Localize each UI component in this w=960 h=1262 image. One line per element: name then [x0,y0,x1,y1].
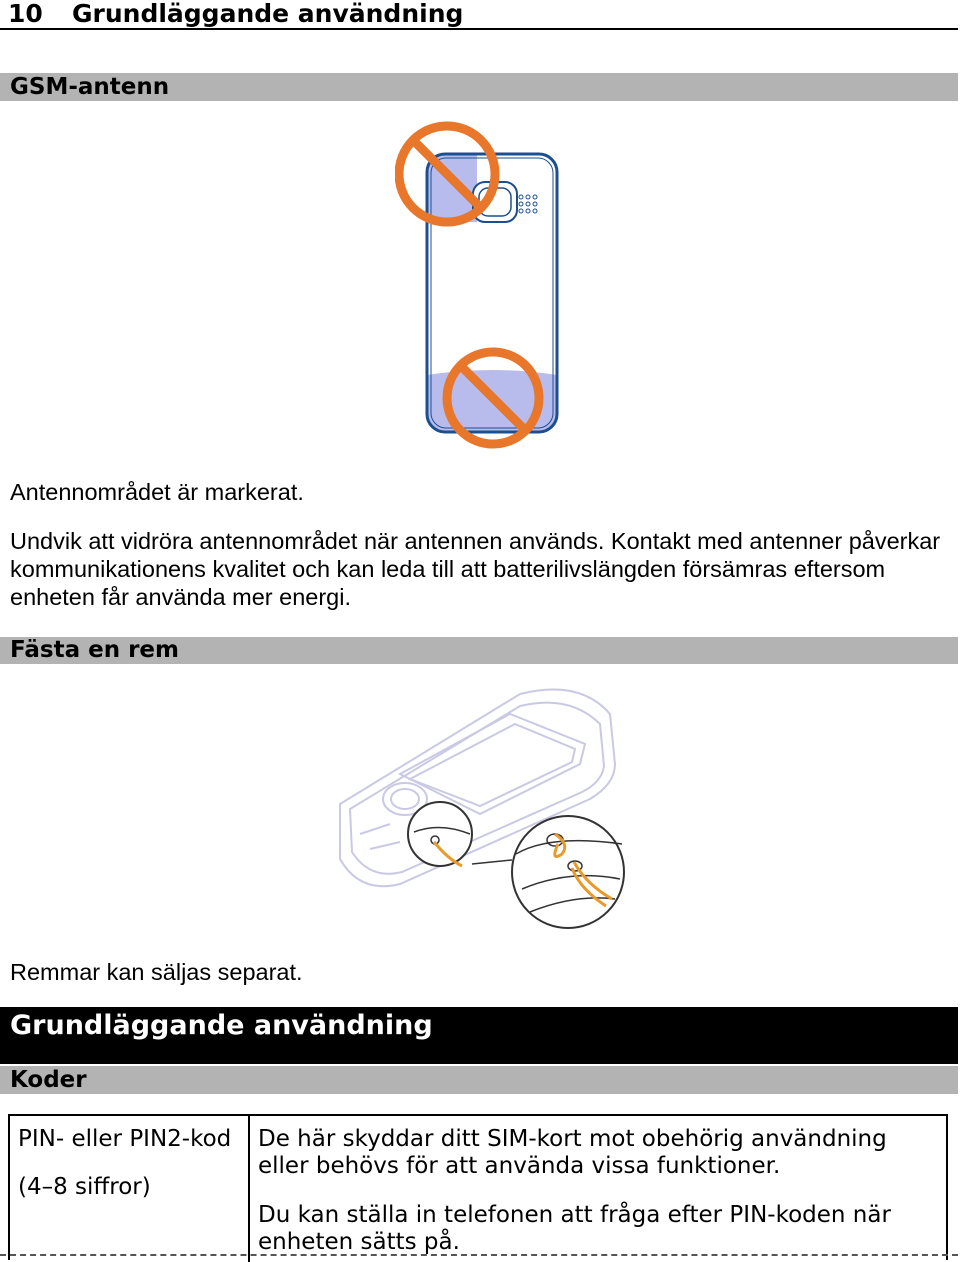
page-number: 10 [8,0,43,28]
code-description-2: Du kan ställa in telefonen att fråga efter PIN-koden när enheten sätts på. [258,1202,891,1255]
antenna-caption: Antennområdet är markerat. [10,479,304,505]
section-heading-gsm: GSM-antenn [0,73,958,101]
section-heading-strap: Fästa en rem [0,637,958,664]
table-divider [248,1116,250,1262]
strap-caption: Remmar kan säljas separat. [10,959,303,985]
section-heading-basic: Grundläggande användning [0,1007,958,1064]
strap-illustration [330,684,630,934]
code-description-1: De här skyddar ditt SIM-kort mot obehörig användning eller behövs för att använda vissa funktioner. [258,1126,887,1179]
page-header [0,0,958,30]
antenna-paragraph: Undvik att vidröra antennområdet när antennen används. Kontakt med antenner påverkar kommunikationens kvalitet och kan leda till att batterilivslängden försämras eftersom enheten får använda mer energi. [10,528,941,610]
table-cell-code-name [18,1126,243,1200]
page-break-line [0,1254,958,1256]
code-length: (4–8 siffror) [18,1174,151,1200]
codes-table [8,1114,948,1260]
section-heading-codes: Koder [0,1066,958,1094]
phone-back-illustration [395,120,565,455]
chapter-title: Grundläggande användning [72,0,464,28]
code-name: PIN- eller PIN2-kod [18,1126,232,1152]
table-cell-code-description [258,1126,938,1256]
